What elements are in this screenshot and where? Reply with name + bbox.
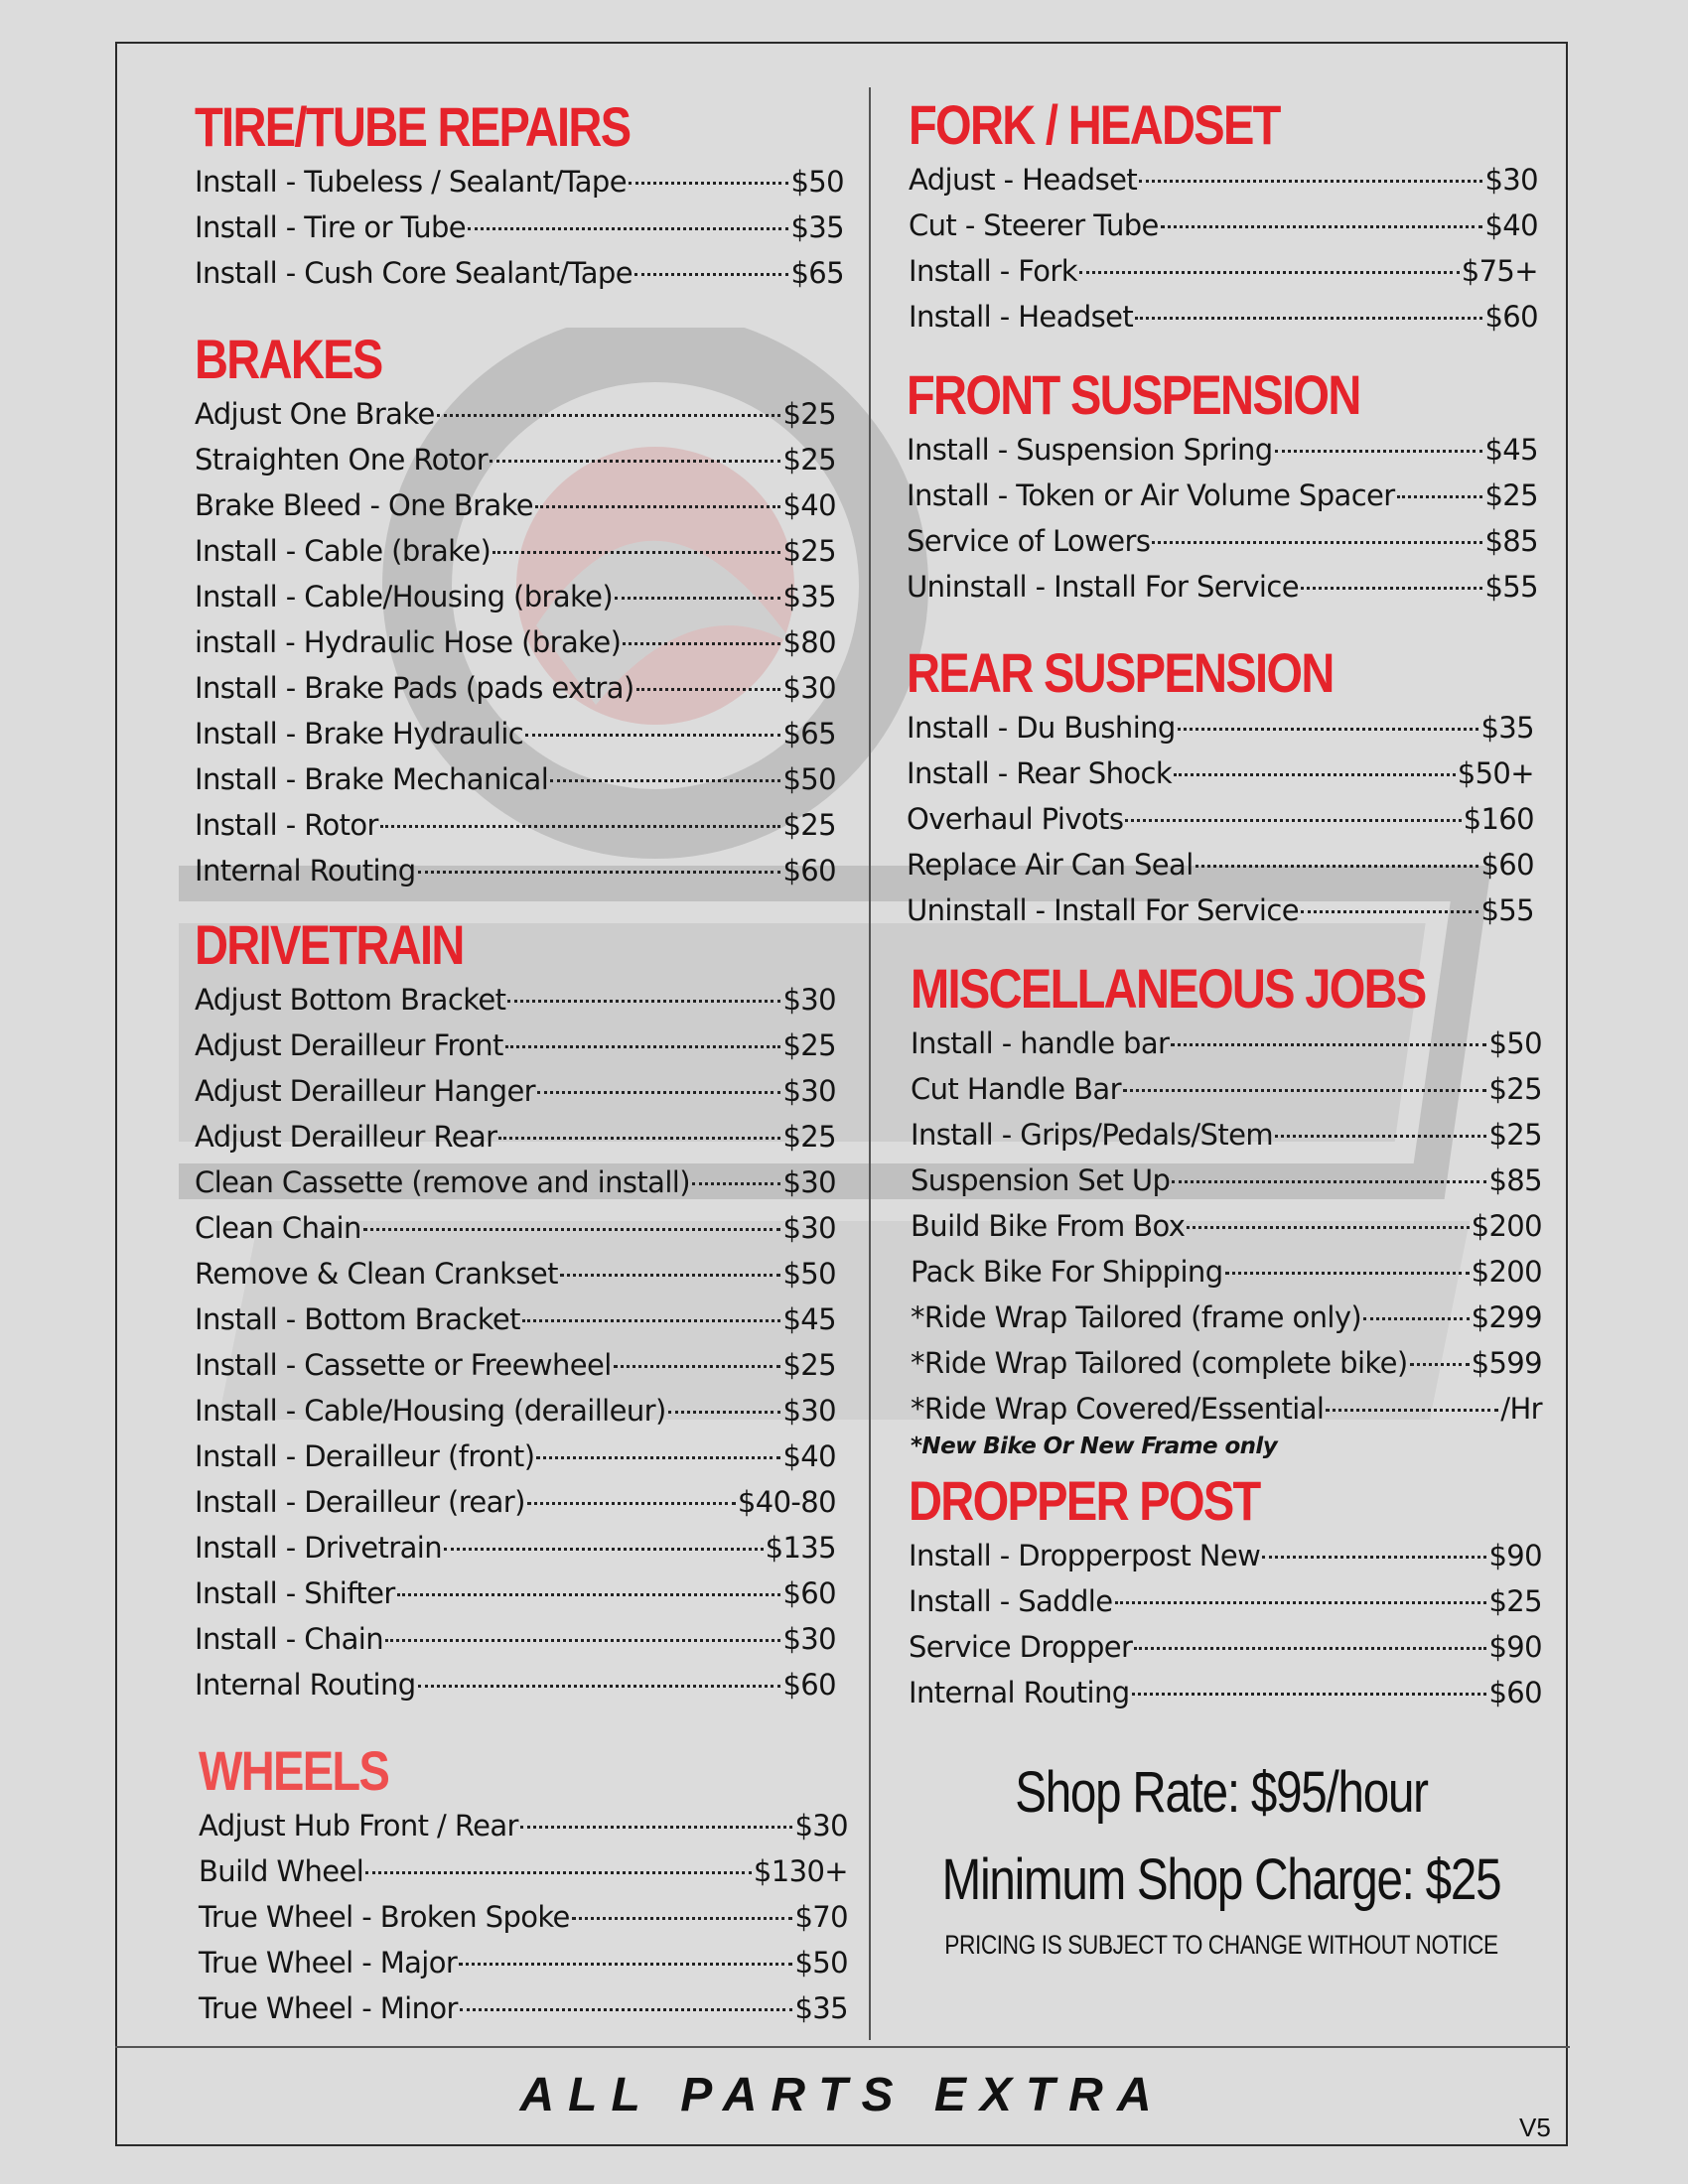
price-list-item [195, 437, 836, 482]
service-label: Clean Cassette (remove and install) [195, 1165, 690, 1199]
service-price: $25 [782, 397, 836, 431]
dot-leader [692, 1182, 780, 1185]
dot-leader [1115, 1601, 1487, 1604]
pricing-disclaimer: PRICING IS SUBJECT TO CHANGE WITHOUT NOTICE [944, 1930, 1498, 1960]
dot-leader [1275, 450, 1483, 453]
section-fork-headset [909, 93, 1538, 340]
price-list-item [195, 528, 836, 574]
service-price: $30 [782, 1165, 836, 1199]
price-list-item [909, 248, 1538, 294]
service-label: Build Bike From Box [911, 1209, 1186, 1243]
dot-leader [520, 1826, 793, 1829]
price-list-item [911, 1249, 1542, 1295]
minimum-shop-charge: Minimum Shop Charge: $25 [941, 1847, 1501, 1912]
dot-leader [468, 227, 788, 230]
service-price: $60 [782, 1668, 836, 1702]
dot-leader [418, 871, 781, 874]
service-price: $60 [1488, 1676, 1542, 1709]
price-list-item [195, 1570, 836, 1616]
service-price: $30 [782, 1622, 836, 1656]
dot-leader [634, 273, 788, 276]
price-list-item [195, 1616, 836, 1662]
service-label: Install - Cassette or Freewheel [195, 1348, 612, 1382]
price-list-item [195, 1433, 836, 1479]
dot-leader [1187, 1226, 1469, 1229]
price-list-item [195, 848, 836, 893]
service-label: install - Hydraulic Hose (brake) [195, 625, 622, 659]
service-price: $85 [1484, 524, 1538, 558]
service-label: Pack Bike For Shipping [911, 1255, 1223, 1289]
dot-leader [1171, 1043, 1486, 1046]
service-price: $55 [1480, 893, 1534, 927]
service-label: Brake Bleed - One Brake [195, 488, 534, 522]
service-price: $200 [1471, 1255, 1542, 1289]
price-list-item [195, 1205, 836, 1251]
service-price: $25 [782, 1028, 836, 1062]
price-list-item [195, 665, 836, 711]
price-list-item [909, 1624, 1542, 1670]
price-list-item [909, 1670, 1542, 1715]
section-front-suspension [907, 363, 1538, 610]
price-list-item [195, 1114, 836, 1160]
service-price: $50 [782, 1257, 836, 1291]
service-label: Install - Grips/Pedals/Stem [911, 1118, 1274, 1152]
service-label: True Wheel - Broken Spoke [199, 1900, 570, 1934]
service-price: $50 [1488, 1026, 1542, 1060]
dot-leader [385, 1639, 780, 1642]
dot-leader [1132, 1693, 1487, 1696]
service-price: $30 [1484, 163, 1538, 197]
section-title: MISCELLANEOUS JOBS [911, 957, 1426, 1020]
price-list-item [911, 1021, 1542, 1066]
dot-leader [527, 1502, 736, 1505]
price-list-item [195, 1297, 836, 1342]
dot-leader [1139, 180, 1482, 183]
service-label: Uninstall - Install For Service [907, 570, 1299, 604]
shop-rate: Shop Rate: $95/hour [1015, 1760, 1428, 1825]
section-title: FORK / HEADSET [909, 93, 1280, 156]
service-price: $30 [782, 671, 836, 705]
service-price: $130+ [753, 1854, 848, 1888]
price-list-item [195, 1251, 836, 1297]
price-list-item [195, 574, 836, 619]
dot-leader [1125, 819, 1461, 822]
service-label: Install - Headset [909, 300, 1134, 334]
section-miscellaneous-jobs [911, 957, 1542, 1459]
dot-leader [460, 2008, 793, 2011]
service-price: $35 [1480, 711, 1534, 745]
price-list-item [195, 619, 836, 665]
service-label: Remove & Clean Crankset [195, 1257, 558, 1291]
service-price: $25 [782, 534, 836, 568]
service-price: $30 [794, 1809, 848, 1843]
service-label: Install - Cush Core Sealant/Tape [195, 256, 633, 290]
service-price: $40 [1484, 208, 1538, 242]
service-label: Straighten One Rotor [195, 443, 489, 477]
service-label: True Wheel - Major [199, 1946, 458, 1979]
ride-wrap-note: *New Bike Or New Frame only [911, 1433, 1278, 1459]
price-list-item [195, 391, 836, 437]
price-list-item [907, 751, 1534, 796]
service-price: $30 [782, 1394, 836, 1428]
service-label: Cut Handle Bar [911, 1072, 1121, 1106]
service-label: Install - handle bar [911, 1026, 1170, 1060]
service-label: Install - Brake Pads (pads extra) [195, 671, 634, 705]
dot-leader [572, 1917, 793, 1920]
service-price: $30 [782, 1211, 836, 1245]
price-list-item [195, 756, 836, 802]
footer [115, 2048, 1570, 2142]
dot-leader [437, 414, 781, 417]
item-list [909, 1533, 1542, 1715]
dot-leader [623, 642, 780, 645]
price-list-item [195, 1479, 836, 1525]
item-list [909, 157, 1538, 340]
dot-leader [614, 1365, 781, 1368]
dot-leader [397, 1593, 781, 1596]
service-price: $135 [765, 1531, 836, 1565]
service-price: $25 [782, 1120, 836, 1154]
section-title: DRIVETRAIN [195, 913, 464, 976]
price-list-item [195, 1160, 836, 1205]
price-list-item [911, 1158, 1542, 1203]
service-price: $50+ [1457, 756, 1534, 790]
dot-leader [1397, 495, 1483, 498]
price-list-item [195, 250, 844, 296]
section-title: FRONT SUSPENSION [907, 363, 1360, 426]
service-label: Install - Saddle [909, 1584, 1113, 1618]
service-label: Replace Air Can Seal [907, 848, 1194, 882]
service-price: $30 [782, 1074, 836, 1108]
price-list-item [911, 1340, 1542, 1386]
service-price: $55 [1484, 570, 1538, 604]
service-price: $30 [782, 983, 836, 1017]
dot-leader [1301, 587, 1483, 590]
service-price: $80 [782, 625, 836, 659]
service-label: Install - Derailleur (rear) [195, 1485, 525, 1519]
service-label: Install - Rear Shock [907, 756, 1173, 790]
service-price: $25 [782, 443, 836, 477]
service-price: $299 [1471, 1300, 1542, 1334]
price-list-item [911, 1203, 1542, 1249]
dot-leader [490, 460, 780, 463]
service-label: Suspension Set Up [911, 1163, 1171, 1197]
service-price: $60 [1484, 300, 1538, 334]
dot-leader [536, 1456, 780, 1459]
dot-leader [363, 1228, 781, 1231]
service-price: $25 [1488, 1118, 1542, 1152]
price-list-item [199, 1985, 848, 2031]
section-drivetrain [195, 913, 836, 1707]
dot-leader [560, 1274, 781, 1277]
service-price: $85 [1488, 1163, 1542, 1197]
service-price: $599 [1471, 1346, 1542, 1380]
price-list-item [907, 427, 1538, 473]
dot-leader [1196, 865, 1479, 868]
service-label: Adjust Bottom Bracket [195, 983, 506, 1017]
service-label: Install - Tubeless / Sealant/Tape [195, 165, 627, 199]
section-brakes [195, 328, 836, 893]
price-list-item [195, 711, 836, 756]
price-list-item [907, 518, 1538, 564]
dot-leader [1301, 910, 1479, 913]
price-list-item [195, 1388, 836, 1433]
service-label: Cut - Steerer Tube [909, 208, 1159, 242]
column-divider [869, 87, 871, 2040]
service-price: $25 [782, 1348, 836, 1382]
service-label: *Ride Wrap Tailored (frame only) [911, 1300, 1362, 1334]
service-label: Install - Brake Hydraulic [195, 717, 524, 751]
dot-leader [535, 505, 780, 508]
service-label: Adjust Derailleur Hanger [195, 1074, 536, 1108]
service-price: $40-80 [737, 1485, 836, 1519]
price-list-item [195, 1342, 836, 1388]
service-label: Install - Token or Air Volume Spacer [907, 478, 1395, 512]
service-label: Install - Cable/Housing (brake) [195, 580, 614, 614]
section-tire-tube-repairs [195, 95, 844, 296]
service-price: $50 [790, 165, 844, 199]
service-label: Uninstall - Install For Service [907, 893, 1299, 927]
dot-leader [380, 825, 781, 828]
service-label: Build Wheel [199, 1854, 364, 1888]
dot-leader [1410, 1363, 1470, 1366]
item-list [195, 977, 836, 1707]
price-list-item [195, 1068, 836, 1114]
service-label: Install - Cable/Housing (derailleur) [195, 1394, 666, 1428]
service-price: $75+ [1461, 254, 1538, 288]
dot-leader [1262, 1556, 1486, 1559]
price-list-item [199, 1803, 848, 1848]
dot-leader [522, 1319, 781, 1322]
price-list-item [199, 1848, 848, 1894]
service-price: $50 [794, 1946, 848, 1979]
section-title: REAR SUSPENSION [907, 641, 1334, 704]
service-price: $35 [790, 210, 844, 244]
price-list-item [909, 1533, 1542, 1578]
service-label: Clean Chain [195, 1211, 361, 1245]
service-price: $65 [782, 717, 836, 751]
price-list-item [195, 205, 844, 250]
service-label: Internal Routing [195, 1668, 416, 1702]
price-list-item [195, 1662, 836, 1707]
service-label: Install - Suspension Spring [907, 433, 1273, 467]
service-price: $45 [1484, 433, 1538, 467]
price-list-item [909, 1578, 1542, 1624]
service-price: $25 [1488, 1584, 1542, 1618]
dot-leader [629, 182, 788, 185]
service-price: $45 [782, 1302, 836, 1336]
service-label: Adjust One Brake [195, 397, 435, 431]
price-list-item [911, 1386, 1542, 1432]
shop-rates [874, 1757, 1569, 1961]
service-price: $40 [782, 1439, 836, 1473]
section-title: BRAKES [195, 328, 382, 390]
service-price: $25 [1484, 478, 1538, 512]
dot-leader [444, 1548, 764, 1551]
service-price: $25 [1488, 1072, 1542, 1106]
service-label: Install - Shifter [195, 1576, 395, 1610]
section-title: DROPPER POST [909, 1469, 1260, 1532]
price-list-item [195, 977, 836, 1023]
dot-leader [365, 1871, 752, 1874]
service-label: Install - Derailleur (front) [195, 1439, 535, 1473]
service-label: Adjust Derailleur Front [195, 1028, 503, 1062]
item-list [907, 427, 1538, 610]
dot-leader [1079, 271, 1460, 274]
dot-leader [1161, 225, 1483, 228]
section-title: WHEELS [199, 1739, 389, 1802]
price-list-item [195, 159, 844, 205]
dot-leader [1172, 1180, 1486, 1183]
dot-leader [492, 551, 780, 554]
dot-leader [418, 1685, 781, 1688]
service-price: $50 [782, 762, 836, 796]
service-label: Adjust Derailleur Rear [195, 1120, 497, 1154]
dot-leader [668, 1411, 781, 1414]
price-list-item [907, 887, 1534, 933]
service-label: Adjust Hub Front / Rear [199, 1809, 518, 1843]
section-wheels [199, 1739, 848, 2031]
item-list [199, 1803, 848, 2031]
service-price: $60 [1480, 848, 1534, 882]
service-label: Overhaul Pivots [907, 802, 1124, 836]
dot-leader [525, 734, 780, 737]
price-list-item [909, 157, 1538, 203]
price-list-item [911, 1112, 1542, 1158]
dot-leader [1123, 1089, 1487, 1092]
price-list-item [909, 203, 1538, 248]
service-price: $25 [782, 808, 836, 842]
item-list [195, 391, 836, 893]
price-list-item [195, 802, 836, 848]
dot-leader [550, 779, 780, 782]
version-label: V5 [1519, 2113, 1551, 2142]
dot-leader [1152, 541, 1482, 544]
price-list-item [195, 1525, 836, 1570]
service-label: Install - Drivetrain [195, 1531, 443, 1565]
dot-leader [507, 1000, 780, 1003]
section-rear-suspension [907, 641, 1534, 933]
dot-leader [498, 1137, 780, 1140]
dot-leader [1275, 1135, 1486, 1138]
service-label: Install - Fork [909, 254, 1077, 288]
service-label: Adjust - Headset [909, 163, 1138, 197]
price-list-item [911, 1295, 1542, 1340]
price-list-item [907, 564, 1538, 610]
dot-leader [1178, 728, 1479, 731]
service-label: Install - Cable (brake) [195, 534, 492, 568]
service-price: $160 [1463, 802, 1534, 836]
price-list-item [909, 294, 1538, 340]
section-title: TIRE/TUBE REPAIRS [195, 95, 631, 158]
service-label: Install - Tire or Tube [195, 210, 467, 244]
service-price: $90 [1488, 1630, 1542, 1664]
item-list [911, 1021, 1542, 1432]
dot-leader [1225, 1272, 1470, 1275]
service-price: $60 [782, 854, 836, 887]
service-price: $40 [782, 488, 836, 522]
dot-leader [615, 597, 780, 600]
item-list [195, 159, 844, 296]
service-price: $200 [1471, 1209, 1542, 1243]
service-label: Install - Rotor [195, 808, 378, 842]
service-label: Install - Du Bushing [907, 711, 1176, 745]
price-list-item [907, 705, 1534, 751]
item-list [907, 705, 1534, 933]
service-price: $90 [1488, 1539, 1542, 1572]
dot-leader [1363, 1317, 1469, 1320]
service-label: *Ride Wrap Covered/Essential [911, 1392, 1325, 1426]
service-price: $35 [794, 1991, 848, 2025]
dot-leader [505, 1045, 781, 1048]
service-label: *Ride Wrap Tailored (complete bike) [911, 1346, 1408, 1380]
dot-leader [1174, 773, 1456, 776]
section-dropper-post [909, 1469, 1542, 1715]
price-list-item [907, 473, 1538, 518]
service-price: $35 [782, 580, 836, 614]
price-list-item [199, 1940, 848, 1985]
service-label: Install - Bottom Bracket [195, 1302, 520, 1336]
all-parts-extra: ALL PARTS EXTRA [519, 2069, 1166, 2121]
service-price: /Hr [1500, 1392, 1542, 1426]
service-label: Install - Dropperpost New [909, 1539, 1261, 1572]
price-list-item [907, 796, 1534, 842]
service-label: Install - Chain [195, 1622, 384, 1656]
dot-leader [1135, 317, 1482, 320]
service-label: Internal Routing [909, 1676, 1130, 1709]
service-price: $65 [790, 256, 844, 290]
service-price: $70 [794, 1900, 848, 1934]
price-list-item [907, 842, 1534, 887]
dot-leader [1326, 1409, 1498, 1412]
service-label: Internal Routing [195, 854, 416, 887]
service-label: Service of Lowers [907, 524, 1151, 558]
service-label: Install - Brake Mechanical [195, 762, 549, 796]
service-label: Service Dropper [909, 1630, 1133, 1664]
dot-leader [459, 1963, 792, 1966]
dot-leader [636, 688, 781, 691]
price-list-item [195, 482, 836, 528]
service-label: True Wheel - Minor [199, 1991, 458, 2025]
price-list-item [195, 1023, 836, 1068]
dot-leader [537, 1091, 780, 1094]
price-list-item [911, 1066, 1542, 1112]
price-list-item [199, 1894, 848, 1940]
service-price: $60 [782, 1576, 836, 1610]
dot-leader [1134, 1647, 1486, 1650]
